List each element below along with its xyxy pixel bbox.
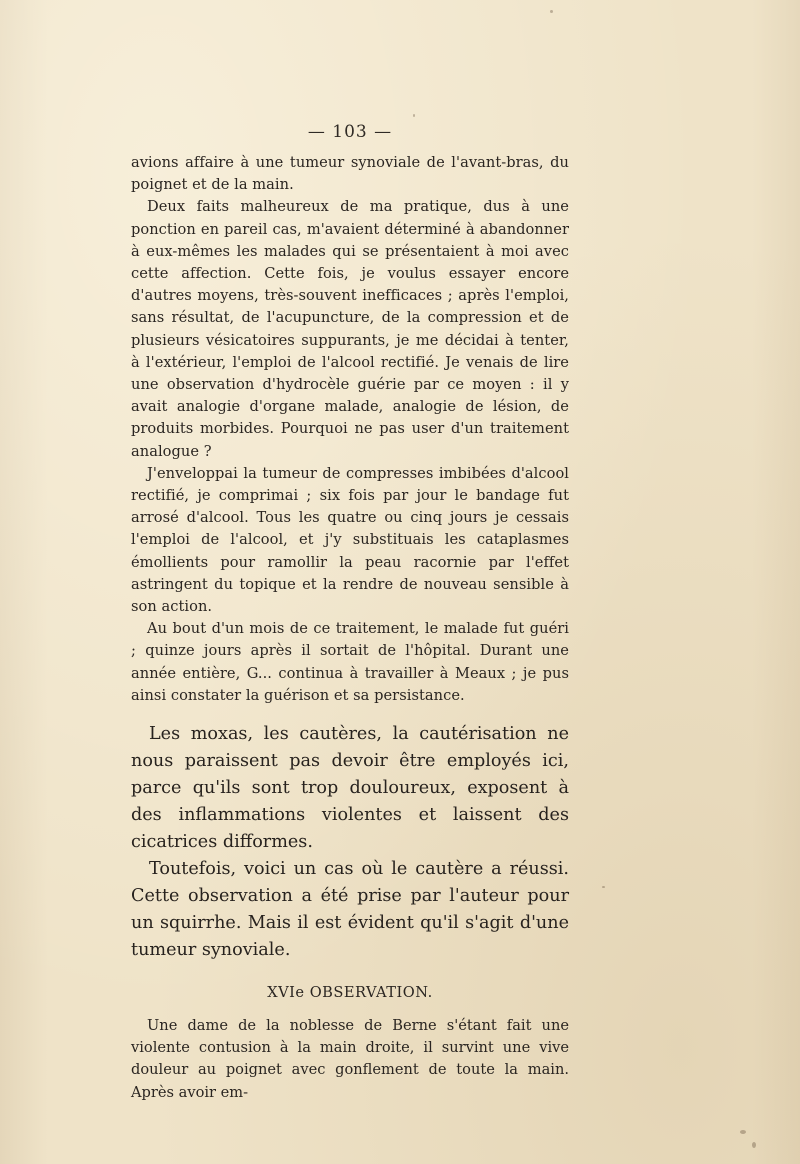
paper-speck [752, 1142, 756, 1148]
paper-speck [602, 886, 605, 888]
body-text-observation [131, 1015, 569, 1104]
paragraph: Une dame de la noblesse de Berne s'étant fait une violente contusion à la main droite, il survint une vive douleur au poignet avec gonflement de toute la main. Après avoir em- [131, 1017, 569, 1101]
body-text-small [131, 152, 569, 707]
paragraph: Toutefois, voici un cas où le cautère a réussi. Cette observation a été prise par l'auteur pour un squirrhe. Mais il est évident qu'il s'agit d'une tumeur synoviale. [131, 859, 569, 961]
body-text-large [131, 721, 569, 964]
paragraph: J'enveloppai la tumeur de compresses imbibées d'alcool rectifié, je comprimai ; six fois par jour le bandage fut arrosé d'alcool. Tous les quatre ou cinq jours je cessais l'emploi de l'alcool, et j'y substituais les cataplasmes émollients pour ramollir la peau racornie par l'effet astringent du topique et la rendre de nouveau sensible à son action. [131, 464, 569, 616]
observation-heading: XVIe OBSERVATION. [267, 984, 433, 1002]
book-page [131, 122, 569, 1104]
page-number: — 103 — [307, 122, 393, 142]
paper-speck [413, 114, 415, 117]
paragraph: Les moxas, les cautères, la cautérisation ne nous paraissent pas devoir être employés ici, parce qu'ils sont trop douloureux, exposent à des inflammations violentes et laissent des cicatrices difformes. [131, 724, 569, 853]
paper-speck [740, 1130, 746, 1134]
paragraph: Deux faits malheureux de ma pratique, dus à une ponction en pareil cas, m'avaient déterminé à abandonner à eux-mêmes les malades qui se présentaient à moi avec cette affection. Cette fois, je voulus essayer encore d'autres moyens, très-souvent inefficaces ; après l'emploi, sans résultat, de l'acupuncture, de la compression et de plusieurs vésicatoires suppurants, je me décidai à tenter, à l'extérieur, l'emploi de l'alcool rectifié. Je venais de lire une observation d'hydrocèle guérie par ce moyen : il y avait analogie d'organe malade, analogie de lésion, de produits morbides. Pourquoi ne pas user d'un traitement analogue ? [131, 198, 569, 460]
paragraph: Au bout d'un mois de ce traitement, le malade fut guéri ; quinze jours après il sortait de l'hôpital. Durant une année entière, G... continua à travailler à Meaux ; je pus ainsi constater la guérison et sa persistance. [131, 620, 569, 704]
paragraph-continuation: avions affaire à une tumeur synoviale de l'avant-bras, du poignet et de la main. [131, 154, 569, 194]
paper-speck [550, 10, 553, 13]
